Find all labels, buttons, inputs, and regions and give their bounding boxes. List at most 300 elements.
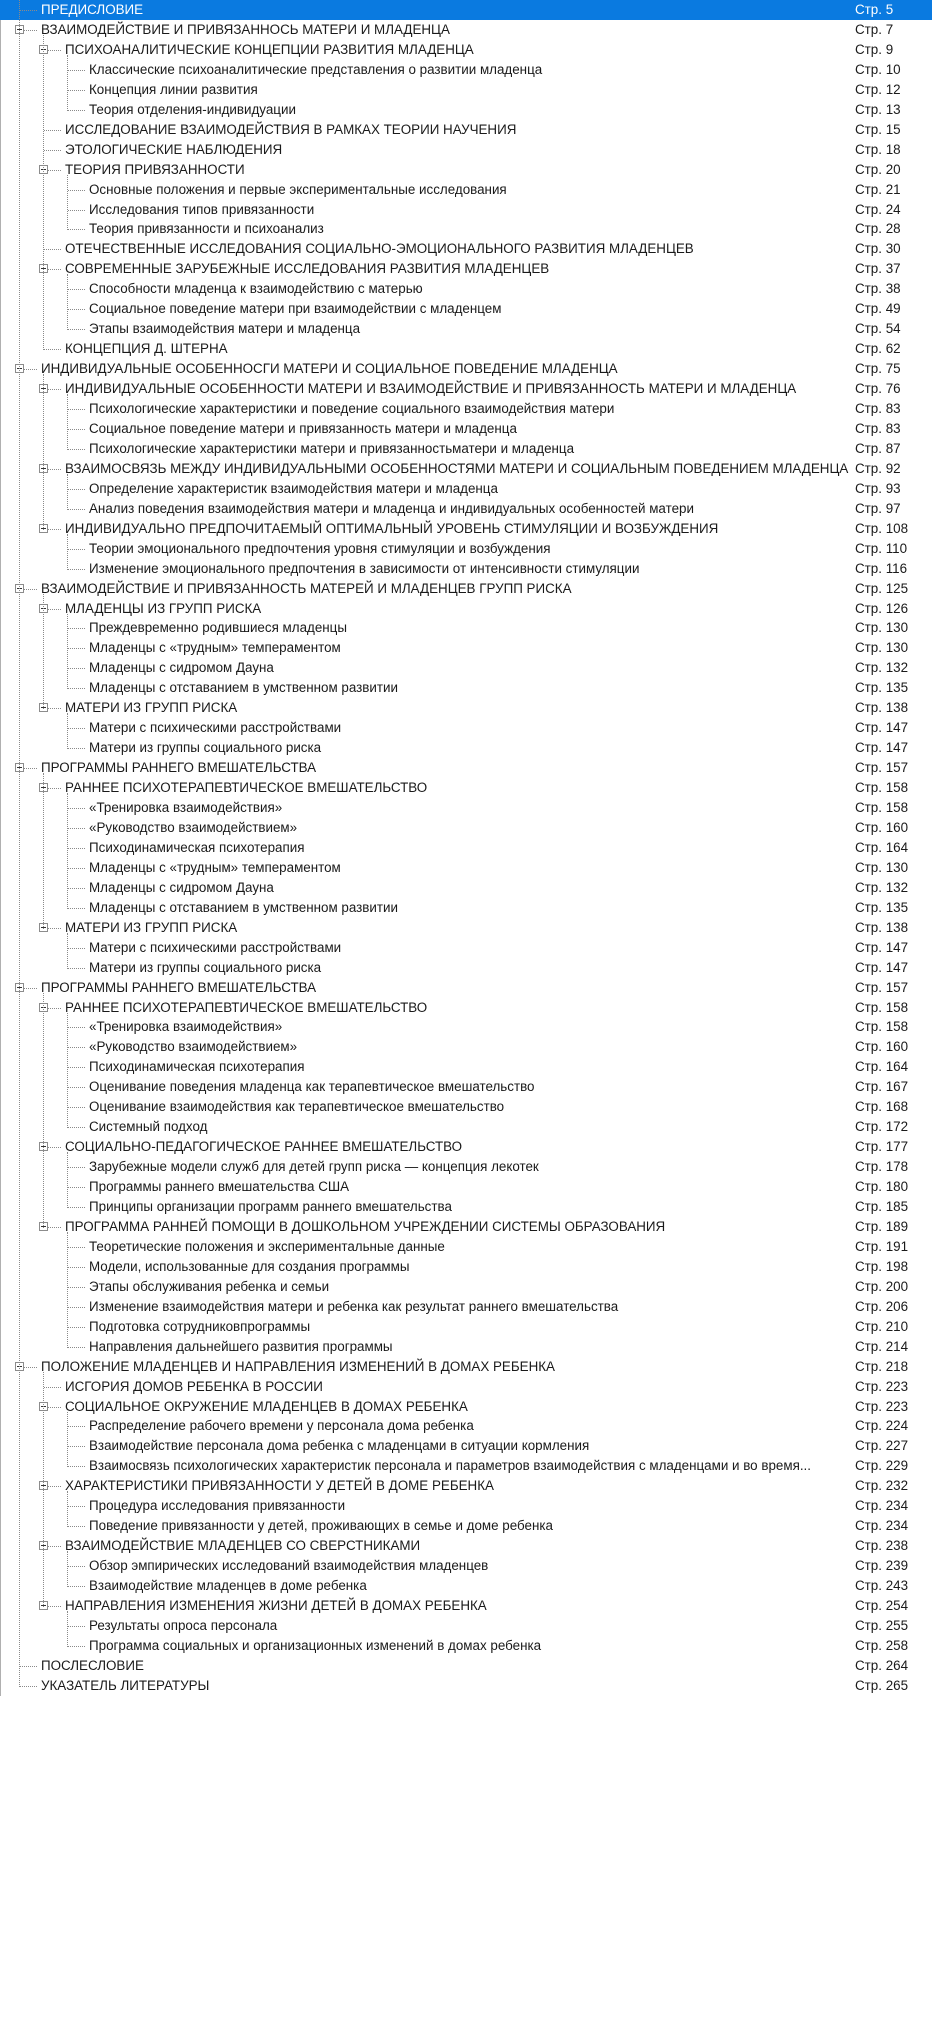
page-prefix: Стр. [855,361,882,376]
page-number: 191 [885,1239,909,1254]
tree-connector [68,1267,85,1268]
tree-item[interactable] [0,958,932,978]
page-number: 223 [885,1379,909,1394]
page-number: 37 [885,261,901,276]
page-number: 229 [885,1458,909,1473]
tree-item-page [855,299,901,319]
tree-item[interactable] [0,1357,932,1377]
tree-item[interactable] [0,1397,932,1417]
page-prefix: Стр. [855,1618,882,1633]
tree-item-title: Младенцы с сидромом Дауна [89,660,274,675]
tree-connector [68,668,85,669]
page-prefix: Стр. [855,1438,882,1453]
tree-item[interactable] [0,299,932,319]
tree-item[interactable] [0,1456,932,1476]
tree-item-page [855,958,908,978]
page-prefix: Стр. [855,1578,882,1593]
tree-connector [68,1466,85,1467]
tree-item[interactable] [0,1676,932,1696]
tree-connector [67,274,68,330]
tree-item[interactable] [0,1317,932,1337]
page-number: 5 [885,2,894,17]
tree-item[interactable] [0,0,932,20]
page-prefix: Стр. [855,880,882,895]
page-prefix: Стр. [855,1279,882,1294]
tree-item-title: ОТЕЧЕСТВЕННЫЕ ИССЛЕДОВАНИЯ СОЦИАЛЬНО-ЭМОЦИОНАЛЬНОГО РАЗВИТИЯ МЛАДЕНЦЕВ [65,241,694,256]
tree-connector [43,993,44,1228]
tree-item[interactable] [0,1077,932,1097]
tree-item-title: Младенцы с «трудным» темпераментом [89,640,341,655]
page-prefix: Стр. [855,1518,882,1533]
tree-item[interactable] [0,1237,932,1257]
page-prefix: Стр. [855,221,882,236]
page-prefix: Стр. [855,561,882,576]
tree-connector [68,1626,85,1627]
tree-connector [68,549,85,550]
tree-item[interactable] [0,818,932,838]
page-prefix: Стр. [855,940,882,955]
tree-item[interactable] [0,1616,932,1636]
tree-item-title: ИСГОРИЯ ДОМОВ РЕБЕНКА В РОССИИ [65,1379,323,1394]
tree-item[interactable] [0,20,932,40]
page-prefix: Стр. [855,501,882,516]
tree-item[interactable] [0,219,932,239]
page-prefix: Стр. [855,960,882,975]
tree-item-title: Младенцы с «трудным» темпераментом [89,860,341,875]
page-prefix: Стр. [855,22,882,37]
tree-item[interactable] [0,459,932,479]
tree-item-page [855,1217,908,1237]
page-number: 92 [885,461,901,476]
tree-item[interactable] [0,778,932,798]
tree-item-page [855,978,908,998]
tree-item-title: ПОСЛЕСЛОВИЕ [41,1658,144,1673]
tree-connector [44,349,61,350]
tree-item[interactable] [0,1157,932,1177]
page-number: 168 [885,1099,909,1114]
page-number: 138 [885,920,909,935]
tree-item-title: КОНЦЕПЦИЯ Д. ШТЕРНА [65,341,228,356]
tree-item-page [855,1037,908,1057]
tree-connector [43,35,44,350]
tree-item[interactable] [0,1476,932,1496]
tree-item[interactable] [0,878,932,898]
tree-item-title: ХАРАКТЕРИСТИКИ ПРИВЯЗАННОСТИ У ДЕТЕЙ В ДОМЕ РЕБЕНКА [65,1478,494,1493]
page-number: 135 [885,900,909,915]
tree-item-page [855,379,901,399]
page-prefix: Стр. [855,1159,882,1174]
tree-item[interactable] [0,618,932,638]
tree-item-title: Теория отделения-индивидуации [89,102,296,117]
tree-connector [67,1491,68,1527]
tree-item[interactable] [0,638,932,658]
tree-item[interactable] [0,678,932,698]
tree-item-page [855,539,907,559]
tree-connector [67,474,68,510]
tree-item-page [855,1576,908,1596]
tree-item[interactable] [0,1636,932,1656]
page-number: 223 [885,1399,909,1414]
tree-item[interactable] [0,379,932,399]
tree-item-page [855,1636,908,1656]
tree-item[interactable] [0,239,932,259]
tree-item-title: Принципы организации программ раннего вмешательства [89,1199,452,1214]
tree-item-page [855,180,901,200]
tree-item[interactable] [0,359,932,379]
tree-item-page [855,160,901,180]
page-number: 178 [885,1159,909,1174]
tree-item-title: Теоретические положения и экспериментальные данные [89,1239,445,1254]
tree-item-title: ПСИХОАНАЛИТИЧЕСКИЕ КОНЦЕПЦИИ РАЗВИТИЯ МЛАДЕНЦА [65,42,474,57]
tree-connector [67,1551,68,1587]
tree-item-page [855,479,901,499]
tree-item[interactable] [0,40,932,60]
tree-item[interactable] [0,1257,932,1277]
tree-connector [67,1232,68,1348]
page-prefix: Стр. [855,1000,882,1015]
page-number: 189 [885,1219,909,1234]
tree-connector [68,1506,85,1507]
tree-item[interactable] [0,918,932,938]
tree-item[interactable] [0,1377,932,1397]
tree-item-page [855,1536,908,1556]
tree-item[interactable] [0,718,932,738]
tree-item-title: Психодинамическая психотерапия [89,1059,305,1074]
tree-item[interactable] [0,978,932,998]
tree-connector [67,614,68,689]
tree-connector [68,1047,85,1048]
page-prefix: Стр. [855,521,882,536]
tree-item[interactable] [0,319,932,339]
page-prefix: Стр. [855,421,882,436]
page-prefix: Стр. [855,640,882,655]
page-prefix: Стр. [855,441,882,456]
tree-item-page [855,1476,908,1496]
tree-item[interactable] [0,658,932,678]
tree-item[interactable] [0,698,932,718]
tree-connector [68,489,85,490]
tree-item[interactable] [0,399,932,419]
page-prefix: Стр. [855,920,882,935]
tree-item[interactable] [0,439,932,459]
page-prefix: Стр. [855,1498,882,1513]
page-prefix: Стр. [855,162,882,177]
tree-connector [43,1372,44,1607]
tree-connector [67,394,68,450]
tree-item[interactable] [0,539,932,559]
tree-item[interactable] [0,479,932,499]
tree-connector [67,1611,68,1647]
tree-item-page [855,1516,908,1536]
tree-item[interactable] [0,1516,932,1536]
tree-item-page [855,718,908,738]
tree-item[interactable] [0,1297,932,1317]
page-prefix: Стр. [855,620,882,635]
page-prefix: Стр. [855,122,882,137]
tree-item-page [855,618,908,638]
tree-item[interactable] [0,898,932,918]
tree-item-page [855,319,901,339]
tree-item[interactable] [0,200,932,220]
page-number: 135 [885,680,909,695]
page-number: 180 [885,1179,909,1194]
tree-item-page [855,1656,908,1676]
tree-connector [68,828,85,829]
page-prefix: Стр. [855,800,882,815]
page-number: 126 [885,601,909,616]
tree-item-title: Модели, использованные для создания программы [89,1259,410,1274]
tree-item-page [855,579,908,599]
page-number: 254 [885,1598,909,1613]
tree-item-page [855,658,908,678]
tree-item[interactable] [0,140,932,160]
page-number: 54 [885,321,901,336]
tree-item-title: НАПРАВЛЕНИЯ ИЗМЕНЕНИЯ ЖИЗНИ ДЕТЕЙ В ДОМАХ РЕБЕНКА [65,1598,487,1613]
tree-item-title: Концепция линии развития [89,82,258,97]
tree-item[interactable] [0,1596,932,1616]
tree-connector [67,933,68,969]
tree-item[interactable] [0,1337,932,1357]
tree-item-page [855,200,901,220]
tree-item[interactable] [0,120,932,140]
page-number: 97 [885,501,901,516]
page-number: 224 [885,1418,909,1433]
tree-item[interactable] [0,738,932,758]
tree-item-title: ПРОГРАММЫ РАННЕГО ВМЕШАТЕЛЬСТВА [41,980,317,995]
tree-connector [68,1207,85,1208]
tree-connector [68,1107,85,1108]
page-prefix: Стр. [855,760,882,775]
tree-connector [68,888,85,889]
tree-item-page [855,100,901,120]
tree-item-title: Исследования типов привязанности [89,202,315,217]
page-number: 232 [885,1478,909,1493]
tree-connector [68,1446,85,1447]
tree-item-title: МАТЕРИ ИЗ ГРУПП РИСКА [65,700,238,715]
page-number: 87 [885,441,901,456]
page-number: 130 [885,620,909,635]
tree-connector [67,55,68,111]
page-number: 83 [885,421,901,436]
tree-item-title: Психодинамическая психотерапия [89,840,305,855]
page-number: 172 [885,1119,909,1134]
page-number: 147 [885,940,909,955]
tree-connector [20,1666,37,1667]
tree-item[interactable] [0,798,932,818]
tree-item-page [855,1237,908,1257]
tree-item-page [855,898,908,918]
tree-item[interactable] [0,80,932,100]
page-number: 132 [885,880,909,895]
tree-item-title: Младенцы с отставанием в умственном развитии [89,680,398,695]
tree-item[interactable] [0,180,932,200]
tree-item-title: Матери с психическими расстройствами [89,720,342,735]
tree-item[interactable] [0,998,932,1018]
tree-item[interactable] [0,1436,932,1456]
tree-connector [68,748,85,749]
tree-item-title: Определение характеристик взаимодействия матери и младенца [89,481,498,496]
tree-item[interactable] [0,1217,932,1237]
page-number: 185 [885,1199,909,1214]
tree-item[interactable] [0,1576,932,1596]
tree-item-title: Программа социальных и организационных изменений в домах ребенка [89,1638,542,1653]
tree-item[interactable] [0,1277,932,1297]
tree-connector [68,1187,85,1188]
page-prefix: Стр. [855,1239,882,1254]
tree-item-title: Классические психоаналитические представления о развитии младенца [89,62,543,77]
tree-item-page [855,219,901,239]
tree-item-page [855,559,907,579]
tree-item[interactable] [0,579,932,599]
tree-item-page [855,1596,908,1616]
tree-item[interactable] [0,100,932,120]
tree-connector [68,70,85,71]
tree-item[interactable] [0,259,932,279]
page-number: 158 [885,800,909,815]
page-number: 177 [885,1139,909,1154]
tree-item-page [855,1177,908,1197]
tree-item[interactable] [0,519,932,539]
tree-connector [68,90,85,91]
page-prefix: Стр. [855,1059,882,1074]
tree-item-page [855,758,908,778]
page-number: 30 [885,241,901,256]
tree-item[interactable] [0,758,932,778]
page-number: 49 [885,301,901,316]
tree-item[interactable] [0,1117,932,1137]
tree-item-title: СОЦИАЛЬНОЕ ОКРУЖЕНИЕ МЛАДЕНЦЕВ В ДОМАХ РЕБЕНКА [65,1399,468,1414]
tree-item[interactable] [0,1097,932,1117]
page-number: 10 [885,62,901,77]
page-number: 130 [885,640,909,655]
tree-connector [68,1646,85,1647]
tree-connector [67,534,68,570]
page-number: 108 [885,521,909,536]
page-number: 258 [885,1638,909,1653]
tree-connector [68,309,85,310]
tree-item-page [855,80,901,100]
tree-item-title: Матери из группы социального риска [89,960,322,975]
tree-item[interactable] [0,938,932,958]
tree-item[interactable] [0,838,932,858]
tree-connector [67,713,68,749]
tree-connector [67,1152,68,1208]
page-prefix: Стр. [855,660,882,675]
page-prefix: Стр. [855,1299,882,1314]
page-prefix: Стр. [855,1478,882,1493]
tree-item-page [855,1616,908,1636]
tree-item[interactable] [0,1037,932,1057]
page-prefix: Стр. [855,481,882,496]
tree-item-title: ПРОГРАММА РАННЕЙ ПОМОЩИ В ДОШКОЛЬНОМ УЧРЕЖДЕНИИ СИСТЕМЫ ОБРАЗОВАНИЯ [65,1219,666,1234]
page-number: 234 [885,1498,909,1513]
tree-item-page [855,1357,908,1377]
tree-item-page [855,1436,908,1456]
tree-item[interactable] [0,1556,932,1576]
page-number: 206 [885,1299,909,1314]
page-number: 110 [885,541,908,556]
tree-item-page [855,599,908,619]
tree-item-page [855,40,893,60]
tree-item[interactable] [0,339,932,359]
tree-item[interactable] [0,559,932,579]
tree-item-title: Оценивание поведения младенца как терапевтическое вмешательство [89,1079,535,1094]
tree-item[interactable] [0,1536,932,1556]
tree-connector [68,449,85,450]
tree-connector [20,10,37,11]
tree-connector [68,1307,85,1308]
tree-item-page [855,1556,908,1576]
tree-connector [68,1087,85,1088]
tree-item-title: СОЦИАЛЬНО-ПЕДАГОГИЧЕСКОЕ РАННЕЕ ВМЕШАТЕЛЬСТВО [65,1139,463,1154]
tree-item[interactable] [0,419,932,439]
tree-item[interactable] [0,499,932,519]
tree-item-title: Младенцы с отставанием в умственном развитии [89,900,398,915]
tree-item[interactable] [0,60,932,80]
page-number: 116 [885,561,908,576]
tree-item[interactable] [0,1017,932,1037]
tree-item-title: РАННЕЕ ПСИХОТЕРАПЕВТИЧЕСКОЕ ВМЕШАТЕЛЬСТВО [65,1000,428,1015]
page-number: 18 [885,142,901,157]
tree-item[interactable] [0,1416,932,1436]
tree-item[interactable] [0,160,932,180]
tree-item-page [855,638,908,658]
page-number: 147 [885,740,909,755]
tree-connector [68,1287,85,1288]
tree-item-title: Матери из группы социального риска [89,740,322,755]
tree-item[interactable] [0,1137,932,1157]
page-number: 200 [885,1279,909,1294]
page-number: 13 [885,102,901,117]
tree-item[interactable] [0,1496,932,1516]
tree-item-title: Подготовка сотрудниковпрограммы [89,1319,311,1334]
tree-item[interactable] [0,599,932,619]
tree-item-page [855,499,901,519]
tree-item-page [855,1157,908,1177]
tree-item-title: Преждевременно родившиеся младенцы [89,620,347,635]
page-prefix: Стр. [855,281,882,296]
tree-item-page [855,439,901,459]
tree-item[interactable] [0,1057,932,1077]
tree-item-page [855,738,908,758]
page-prefix: Стр. [855,241,882,256]
tree-item[interactable] [0,279,932,299]
page-prefix: Стр. [855,900,882,915]
tree-item[interactable] [0,1197,932,1217]
tree-item[interactable] [0,858,932,878]
page-number: 158 [885,1019,909,1034]
page-number: 38 [885,281,901,296]
tree-connector [68,210,85,211]
tree-connector [68,808,85,809]
tree-item-title: Обзор эмпирических исследований взаимодействия младенцев [89,1558,489,1573]
tree-connector [68,429,85,430]
tree-connector [68,1586,85,1587]
tree-item-title: Оценивание взаимодействия как терапевтическое вмешательство [89,1099,505,1114]
tree-item-title: ВЗАИМОДЕЙСТВИЕ И ПРИВЯЗАННОСЬ МАТЕРИ И МЛАДЕНЦА [41,22,450,37]
page-prefix: Стр. [855,1558,882,1573]
tree-item[interactable] [0,1656,932,1676]
page-number: 157 [885,760,909,775]
tree-connector [68,1426,85,1427]
tree-item[interactable] [0,1177,932,1197]
tree-item-title: ВЗАИМОДЕЙСТВИЕ И ПРИВЯЗАННОСТЬ МАТЕРЕЙ И МЛАДЕНЦЕВ ГРУПП РИСКА [41,581,572,596]
page-prefix: Стр. [855,1019,882,1034]
page-number: 239 [885,1558,909,1573]
tree-item-title: «Руководство взаимодействием» [89,820,298,835]
tree-item-page [855,339,901,359]
tree-item-title: ВЗАИМОДЕЙСТВИЕ МЛАДЕНЦЕВ СО СВЕРСТНИКАМИ [65,1538,421,1553]
